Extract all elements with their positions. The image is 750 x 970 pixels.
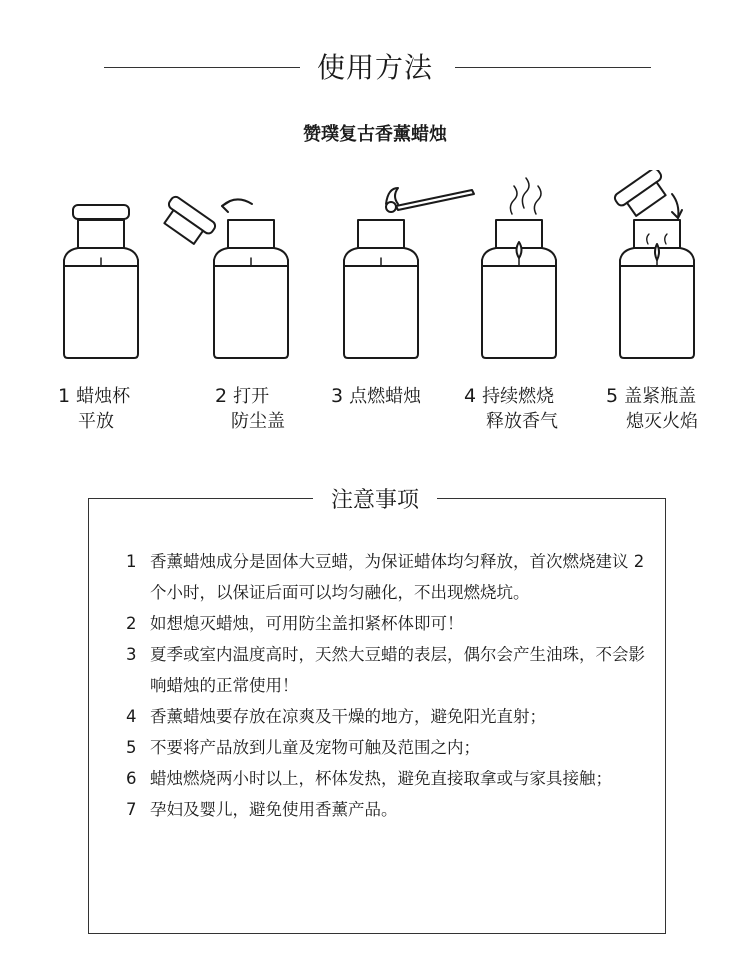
step-1-label: 1 蜡烛杯 平放 [58, 385, 131, 432]
step-5-label: 5 盖紧瓶盖 熄灭火焰 [606, 385, 698, 432]
product-name: 赞璞复古香薰蜡烛 [303, 124, 447, 145]
step-3-label: 3 点燃蜡烛 [331, 385, 422, 407]
steps-illustration [0, 170, 750, 370]
note-item: 5 不要将产品放到儿童及宠物可触及范围之内； [126, 738, 480, 757]
jar-icon [64, 205, 138, 358]
page-title: 使用方法 [316, 51, 433, 84]
jar-open-lid-icon [158, 195, 288, 358]
note-item: 4 香薰蜡烛要存放在凉爽及干燥的地方，避免阳光直射； [126, 707, 546, 726]
notes-heading [0, 486, 750, 516]
note-item: 7 孕妇及婴儿，避免使用香薰产品。 [126, 800, 398, 819]
header [0, 48, 750, 88]
step-2-label: 2 打开 防尘盖 [215, 385, 285, 432]
jar-lighting-icon [344, 188, 474, 358]
jar-cover-icon [613, 170, 694, 358]
notes-list [126, 546, 646, 825]
notes-title: 注意事项 [313, 488, 437, 513]
note-item: 1 香薰蜡烛成分是固体大豆蜡，为保证蜡体均匀释放，首次燃烧建议 2 个小时，以保证后面可以均匀融化，不出现燃烧坑。 [126, 552, 645, 602]
note-item: 6 蜡烛燃烧两小时以上，杯体发热，避免直接取拿或与家具接触； [126, 769, 612, 788]
note-item: 2 如想熄灭蜡烛，可用防尘盖扣紧杯体即可！ [126, 614, 464, 633]
step-4-label: 4 持续燃烧 释放香气 [464, 385, 558, 432]
jar-burning-icon [482, 178, 556, 358]
note-item: 3 夏季或室内温度高时，天然大豆蜡的表层，偶尔会产生油珠，不会影响蜡烛的正常使用！ [126, 645, 645, 695]
